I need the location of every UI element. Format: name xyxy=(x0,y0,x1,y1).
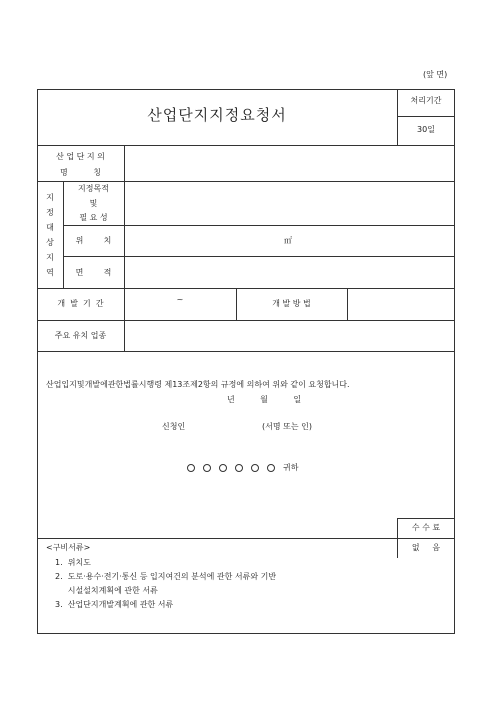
row-line xyxy=(63,256,455,257)
request-date: 년 월 일 xyxy=(227,395,302,404)
fee-label: 수 수 료 xyxy=(411,523,441,532)
processing-period-label: 처리기간 xyxy=(410,96,442,105)
row-line xyxy=(37,351,455,352)
dev-divider xyxy=(347,288,348,320)
processing-divider xyxy=(397,116,455,117)
document-item: 1. 위치도 xyxy=(55,558,91,567)
row-line xyxy=(37,288,455,289)
row-line xyxy=(37,145,455,146)
processing-period-value: 30일 xyxy=(417,125,435,134)
vertical-char: 대 xyxy=(46,223,54,232)
blank-circle xyxy=(235,464,243,472)
dev-method-label: 개 발 방 법 xyxy=(272,299,311,308)
blank-circle xyxy=(187,464,195,472)
document-item: 2. 도로·용수·전기·통신 등 입지여건의 분석에 관한 서류와 기반 xyxy=(55,572,277,581)
applicant-label: 신청인 xyxy=(162,422,186,431)
designated-area-label xyxy=(37,190,63,280)
vertical-char: 상 xyxy=(46,238,54,247)
purpose-label-1: 지정목적 xyxy=(78,184,109,193)
row-line xyxy=(397,518,455,519)
document-item: 3. 산업단지개발계획에 관한 서류 xyxy=(55,600,174,609)
fee-value: 없 음 xyxy=(411,543,441,552)
document-item: 시설설치계획에 관한 서류 xyxy=(55,586,158,595)
dev-period-label: 개 발 기 간 xyxy=(57,299,104,308)
main-industry-label: 주요 유치 업종 xyxy=(54,331,107,340)
row-line xyxy=(37,320,455,321)
blank-circle xyxy=(219,464,227,472)
dev-period-separator: ~ xyxy=(176,295,184,304)
row-line xyxy=(63,225,455,226)
vertical-char: 정 xyxy=(46,208,54,217)
industrial-complex-name-label-2: 명 칭 xyxy=(60,168,101,177)
area-label: 면 적 xyxy=(75,268,112,277)
location-label: 위 치 xyxy=(75,236,112,245)
label-column-divider xyxy=(124,145,125,351)
blank-circle xyxy=(203,464,211,472)
page-side-marker: (앞 면) xyxy=(423,70,448,79)
row-line xyxy=(37,538,455,539)
request-sentence: 산업입지및개발에관한법률시행령 제13조제2항의 규정에 의하여 위와 같이 요청합니다. xyxy=(46,380,350,389)
signature-label: (서명 또는 인) xyxy=(262,422,312,431)
documents-header: <구비서류> xyxy=(46,543,91,552)
row-line xyxy=(37,181,455,182)
industrial-complex-name-label-1: 산 업 단 지 의 xyxy=(56,152,105,161)
addressee-line xyxy=(187,463,298,474)
addressee-label: 귀하 xyxy=(283,463,299,472)
vertical-char: 지 xyxy=(46,193,54,202)
vertical-char: 지 xyxy=(46,253,54,262)
blank-circle xyxy=(251,464,259,472)
vertical-char: 역 xyxy=(46,268,54,277)
purpose-label-2: 및 xyxy=(89,199,98,208)
area-unit: ㎡ xyxy=(284,236,292,245)
form-title: 산업단지지정요청서 xyxy=(147,106,287,124)
blank-circle xyxy=(267,464,275,472)
purpose-label-3: 필 요 성 xyxy=(79,213,108,222)
